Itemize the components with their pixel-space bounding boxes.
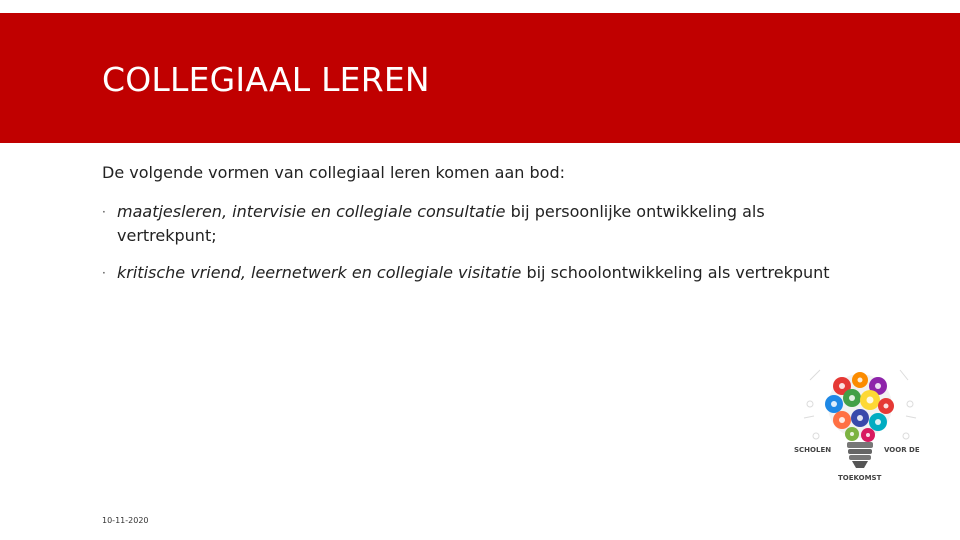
bullet-list — [102, 200, 842, 298]
bullet-marker: · — [102, 266, 106, 280]
logo-word-right: VOOR DE — [884, 446, 920, 454]
bullet-marker: · — [102, 205, 106, 219]
bullet-italic-text: maatjesleren, intervisie en collegiale consultatie — [117, 202, 506, 221]
bullet-italic-text: kritische vriend, leernetwerk en collegiale visitatie — [117, 263, 522, 282]
logo-word-bottom: TOEKOMST — [838, 474, 882, 482]
bullet-text: bij persoonlijke ontwikkeling als vertrekpunt; — [117, 202, 765, 245]
bullet-text: bij schoolontwikkeling als vertrekpunt — [521, 263, 830, 282]
intro-text: De volgende vormen van collegiaal leren komen aan bod: — [102, 163, 566, 182]
slide-title: COLLEGIAAL LEREN — [102, 60, 430, 99]
logo-word-left: SCHOLEN — [794, 446, 832, 454]
scholen-voor-de-toekomst-logo — [790, 358, 930, 488]
bullet-item — [102, 261, 842, 285]
footer-date: 10-11-2020 — [102, 516, 149, 525]
bullet-item — [102, 200, 842, 248]
lightbulb-gears-icon — [790, 358, 930, 488]
